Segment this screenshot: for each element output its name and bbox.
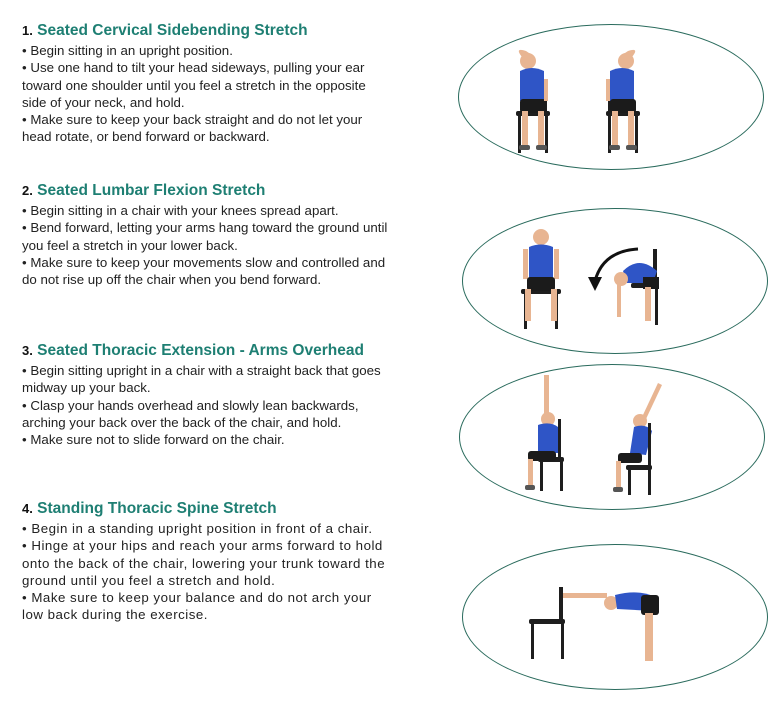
exercise-1 [22, 22, 392, 146]
exercise-4 [22, 500, 392, 624]
seated-thoracic-extension-figure [460, 365, 766, 511]
seated-lumbar-flexion-figure [463, 209, 769, 355]
exercise-title-text: Seated Lumbar Flexion Stretch [37, 182, 266, 199]
exercise-illustration-2 [462, 208, 768, 354]
exercise-title [22, 22, 392, 40]
instruction-bullet: • Use one hand to tilt your head sideways, pulling your ear toward one shoulder until you feel a stretch in the opposite side of your neck, and hold. [22, 60, 366, 110]
exercise-3 [22, 342, 392, 448]
instruction-bullet: • Make sure not to slide forward on the chair. [22, 432, 285, 448]
exercise-number: 3. [22, 343, 33, 358]
instruction-bullet: • Hinge at your hips and reach your arms forward to hold onto the back of the chair, lowering your trunk toward the ground until you feel a stretch and hold. [22, 538, 386, 588]
seated-neck-stretch-figure [459, 25, 765, 171]
exercise-2 [22, 182, 392, 288]
standing-thoracic-stretch-figure [463, 545, 769, 691]
instruction-bullet: • Begin sitting in a chair with your knees spread apart. [22, 203, 339, 218]
instruction-bullet: • Begin sitting in an upright position. [22, 43, 233, 58]
exercise-title-text: Seated Cervical Sidebending Stretch [37, 22, 308, 39]
exercise-illustration-4 [462, 544, 768, 690]
instruction-bullet: • Make sure to keep your movements slow and controlled and do not rise up off the chair when you bend forward. [22, 254, 386, 288]
instruction-bullet: • Begin sitting upright in a chair with a straight back that goes midway up your back. [22, 363, 381, 396]
exercise-number: 1. [22, 23, 33, 38]
exercise-number: 2. [22, 183, 33, 198]
instruction-bullet: • Make sure to keep your balance and do not arch your low back during the exercise. [22, 590, 372, 623]
exercise-title [22, 182, 392, 200]
exercise-illustration-1 [458, 24, 764, 170]
exercise-title [22, 342, 392, 360]
instruction-bullet: • Bend forward, letting your arms hang toward the ground until you feel a stretch in your lower back. [22, 220, 388, 253]
exercise-title-text: Standing Thoracic Spine Stretch [37, 500, 277, 517]
instruction-bullet: • Begin in a standing upright position in front of a chair. [22, 521, 373, 536]
exercise-number: 4. [22, 501, 33, 516]
exercise-title [22, 500, 392, 518]
exercise-title-text: Seated Thoracic Extension - Arms Overhead [37, 342, 364, 359]
instruction-bullet: • Make sure to keep your back straight and do not let your head rotate, or bend forward or backward. [22, 112, 363, 145]
exercise-illustration-3 [459, 364, 765, 510]
instruction-bullet: • Clasp your hands overhead and slowly lean backwards, arching your back over the back of the chair, and hold. [22, 397, 359, 430]
